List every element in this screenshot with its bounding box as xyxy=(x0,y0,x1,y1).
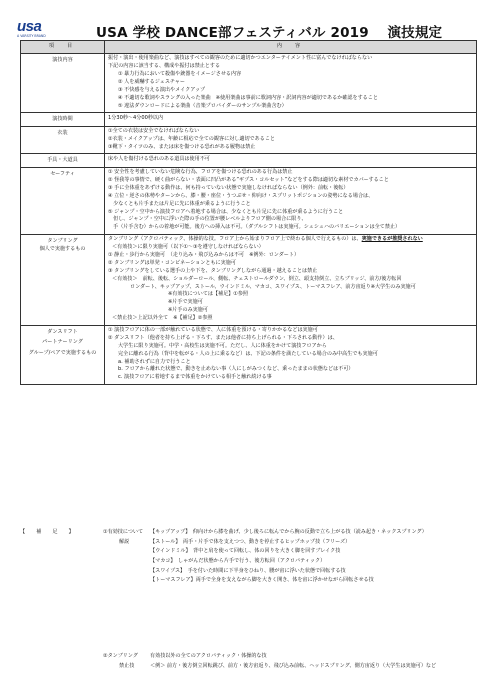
category-label: 衣装 xyxy=(57,129,68,136)
table-row xyxy=(21,154,477,167)
supplement-label: 【 補 足 】 xyxy=(20,529,77,535)
row-content xyxy=(105,53,477,112)
content-line: ③ 手に全体重をあずける動作は、何も持っていない状態で実施しなければならない（例外：前転・後転） xyxy=(108,184,349,191)
supplement-2-list xyxy=(150,652,436,671)
content-line: 少なくとも片手または片足に先に体重が乗るように行うこと xyxy=(108,200,251,207)
content-line: 大学生に限り実施可。中学・高校生は実施不可。ただし、人に体重をかけて演技フロアから xyxy=(118,342,327,349)
supplement-1-list xyxy=(150,528,427,586)
category-label: 演技内容 xyxy=(52,56,73,63)
row-content xyxy=(105,113,477,126)
supplement-line: 有効技以外の全てのアクロバティック・体操的な技 xyxy=(150,653,267,659)
supplement-line: ＜例＞ 前方・後方倒立回転跳び、前方・後方宙返り、飛び込み前転、ヘッドスプリング、側方宙返り（大学生は実施可）など xyxy=(150,662,437,669)
rules-table xyxy=(20,40,477,385)
supplement-line: 【ウインドミル】 背中と肩を使って回転し、体の回りを大きく脚を回すブレイク技 xyxy=(150,548,341,555)
content-line: ① 暴力行為において殺傷や銃器をイメージさせる内容 xyxy=(118,71,242,78)
content-line: ② ダンスリフト（他者を持ち上げる・下ろす、または他者に持ち上げられる・下ろされる動作）は、 xyxy=(108,334,338,341)
supplement-2 xyxy=(103,652,138,671)
content-line: 手（片手含む）からの着地が可能。後方への挿入は不可。（ダブルシフトは実施可。シュシュハのバリエーションは全て禁止） xyxy=(108,224,401,231)
content-line: 完全に離れる行為（背中を転がる・人の上に乗るなど）は、下記の条件を満たしている場合のみ中高生でも実施可 xyxy=(118,350,378,357)
table-row xyxy=(21,167,477,234)
category-label: タンブリング xyxy=(47,237,78,244)
supplement-line: 【キップアップ】 仰向けから膝を曲げ、少し後ろに転んでから腕の反動で立ち上がる技（読み起き・ネックスプリング） xyxy=(150,529,427,535)
supplement-1-label: ①有効技について xyxy=(103,529,144,535)
table-row xyxy=(21,325,477,384)
content-line: ①全ての衣装は安全でなければならない xyxy=(108,128,200,135)
row-content xyxy=(105,234,477,325)
category-label: セーフティ xyxy=(50,170,75,177)
content-line: ※有効技については【補足】①参照 xyxy=(168,291,249,298)
supplement-1-sub: 解説 xyxy=(119,538,130,545)
table-header-row xyxy=(21,41,477,54)
content-line: 床や人を傷付ける恐れのある道具は使用不可 xyxy=(108,155,210,162)
content-line: 1分30秒～4分00秒以内 xyxy=(108,114,164,121)
row-content xyxy=(105,325,477,384)
document-title: USA 学校 DANCE部フェスティバル 2019 演技規定 xyxy=(96,25,443,41)
content-line: ＜有効技＞ 前転、後転、ショルダーロール、側転、チェストロールダウン、倒立、頭支持倒立、立ちブリッジ、前方/後方転回 xyxy=(112,275,402,282)
content-line: 振付・演出・使用楽曲など、演技はすべての観客のために適切かつエンターテイメント性に富んでなければならない xyxy=(108,55,373,62)
supplement-line: 【スワイプス】 手を付いた時間に下半身をひねり、腰が宙に浮いた状態で回転する技 xyxy=(150,567,346,574)
content-line: ④ 立位・逆さの体勢やターンから、膝・腰・座位・うつぶせ・仰向け・スプリットポジションの姿勢になる場合は、 xyxy=(108,192,374,199)
content-line: ＜有効技＞に限り実施可（以下①～③を遵守しなければならない） xyxy=(112,244,264,251)
usa-logo xyxy=(17,18,69,42)
category-label: 手具・大道具 xyxy=(47,157,78,164)
logo-text: usa xyxy=(17,18,42,35)
category-sublabel: 個人で実施するもの xyxy=(39,245,86,252)
category-label: 演技時間 xyxy=(52,116,73,123)
table-row xyxy=(21,234,477,325)
content-line: ※片手で実施可 xyxy=(168,299,203,306)
content-line: タンブリング（アクロバティック、体操的な技。フロア上から始まりフロア上で終わる個人で行えるもの）は、実施できるが推奨されない xyxy=(108,236,423,243)
logo-subtext: A VARSITY BRAND xyxy=(17,34,46,38)
row-category xyxy=(21,167,105,234)
row-category xyxy=(21,113,105,126)
content-line: 但し、ジャンプ・空中に浮いた際の手の位置が腰レベルよりフロア側の場合に限り、 xyxy=(108,216,307,223)
emphasis-text: 実施できるが推奨されない xyxy=(361,236,423,243)
row-category xyxy=(21,53,105,112)
content-line: ④ 不適切な歌詞やスラングの入った楽曲 ※使用楽曲は事前に歌詞内容・訳詞内容が適切であるか確認をすること xyxy=(118,94,378,101)
row-category xyxy=(21,154,105,167)
category-label: ダンスリフト xyxy=(47,328,78,335)
category-sublabel: グループ/ペアで実施するもの xyxy=(28,350,97,357)
content-line: ※片手のみ実施可 xyxy=(168,307,208,314)
content-line: ⑤ 違法ダウンロードによる楽曲（音楽プロバイダーのサンプル楽曲含む） xyxy=(118,102,287,109)
content-line: 下記の内容に該当する、構成や振付は禁止とする xyxy=(108,63,221,70)
content-line: b. フロアから離れた状態で、動きを止めない事（人にしがみつくなど、乗ったままの状態などは不可） xyxy=(118,366,354,373)
row-content xyxy=(105,154,477,167)
row-category xyxy=(21,234,105,325)
content-line: ロンダート、キップアップ、ストール、ウインドミル、マカコ、スワイプス、トーマスフレア、前方宙返り※大学生のみ実施可 xyxy=(130,283,416,290)
header-item: 項 目 xyxy=(21,41,105,54)
table-row xyxy=(21,126,477,154)
row-category xyxy=(21,325,105,384)
table-row xyxy=(21,53,477,112)
row-content xyxy=(105,167,477,234)
content-line: ① 静止・歩行から実施可 （走り込み・飛び込みからは不可 ※例外：ロンダート） xyxy=(108,251,300,258)
table-row xyxy=(21,113,477,126)
row-category xyxy=(21,126,105,154)
supplement-2-sub: 禁止技 xyxy=(119,662,135,669)
supplement-line: 【マカコ】 しゃがんだ状態から片手で行う、後方転回（アクロバティック） xyxy=(150,558,326,565)
content-line: c. 演技フロアに着地するまで体重をかけている相手と触れ続ける事 xyxy=(118,374,272,381)
content-line: ② 怪我等の事情で、硬く曲がらない・表面に凹凸がある”ギプス・コルセット”などをする際は適切な素材でカバーすること xyxy=(108,176,389,183)
content-line: ③ タンブリングをしている選手の上や下を、タンブリングしながら通過・越えることは禁止 xyxy=(108,267,318,274)
content-line: ③靴下・タイツのみ、または床を傷つける恐れがある履物は禁止 xyxy=(108,143,256,150)
content-line: ③ 不快感を与える演出やメイクアップ xyxy=(118,86,206,93)
content-line: ⑤ ジャンプ・空中から演技フロアへ着地する場合は、少なくとも片足に先に体重が乗るように行うこと xyxy=(108,208,344,215)
content-line: a. 補助されずに自力で行うこと xyxy=(118,358,191,365)
content-line: ＜禁止技＞上記以外全て ※【補足】②参照 xyxy=(112,315,213,322)
content-line: ① 演技フロアに体の一部が触れている状態で、人に体重を預ける・寄りかかるなどは実施可 xyxy=(108,327,318,333)
category-sublabel: パートナーリング xyxy=(42,339,83,346)
supplement-2-label: ②タンブリング xyxy=(103,653,138,659)
content-line: ② 人を威嚇するジェスチャー xyxy=(118,79,185,86)
content-line: ②衣装・メイクアップは、年齢に相応で全ての観客に対し適切であること xyxy=(108,135,276,142)
supplement-line: 【ストール】 両手・片手で体を支えつつ、動きを停止するヒップホップ技（フリーズ） xyxy=(150,538,351,545)
content-line: ① 安全性を考慮していない危険な行為、フロアを傷つける恐れのある行為は禁止 xyxy=(108,169,293,176)
row-content xyxy=(105,126,477,154)
supplement-line: 【トーマスフレア】両手で全身を支えながら脚を大きく開き、体を宙に浮かせながら回転させる技 xyxy=(150,577,374,584)
header-content: 内 容 xyxy=(105,41,477,54)
content-line: ② タンブリングは単発・コンビネーションともに実施可 xyxy=(108,259,236,266)
supplement-1 xyxy=(103,528,143,547)
